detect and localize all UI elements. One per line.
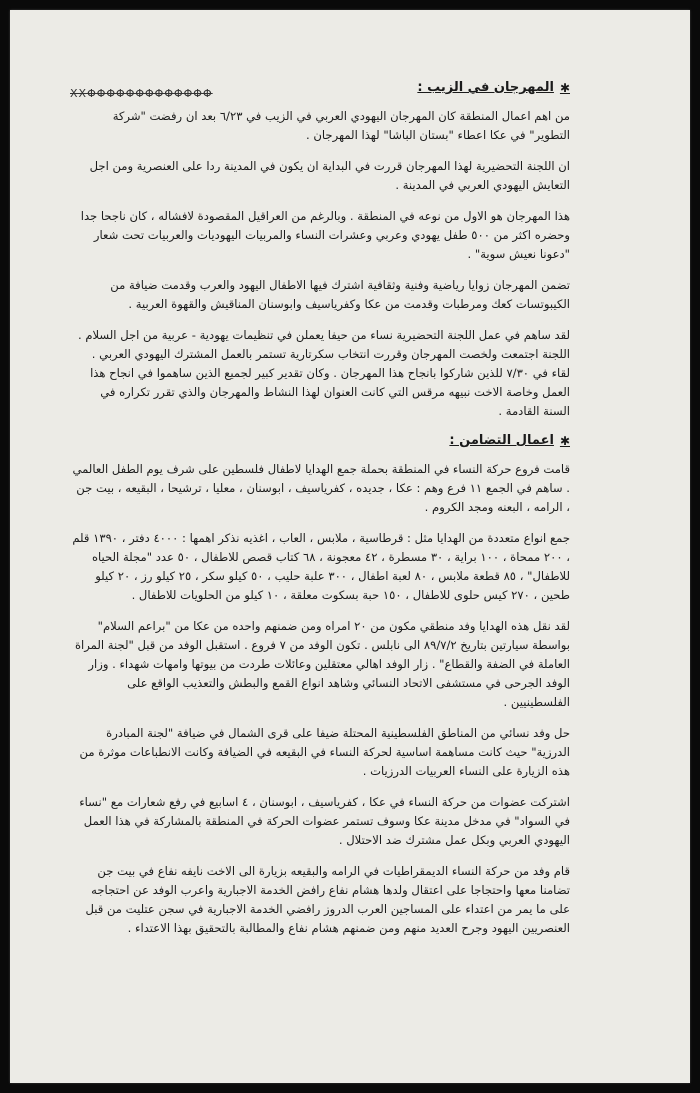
paragraph: من اهم اعمال المنطقة كان المهرجان اليهودي العربي في الزيب في ٦/٢٣ بعد ان رفضت "شركة التطوير" في عكا اعطاء "بستان الباشا" لهذا المهرجان . <box>112 109 570 142</box>
document-page <box>10 10 690 1083</box>
section-festival-header <box>70 80 570 107</box>
paragraph: جمع انواع متعددة من الهدايا مثل : قرطاسية ، ملابس ، العاب ، اغذيه نذكر اهمها : ٤٠٠٠ دفتر ، ١٣٩٠ قلم ، ٢٠٠ ممحاة ، ١٠٠ براية ، ٣٠ مسطرة ، ٤٢ معجونة ، ٦٨ كتاب قصص للاطفال ، ٥٠ عدد "مجلة الحياه للاطفال" ، ٨٥ قطعة ملابس ، ٨٠ لعبة اطفال ، ٣٠٠ علبة حليب ، ٥٠ كيلو سكر ، ٢٥ كيلو رز ، ٢٠ كيلو طحين ، ٢٧٠ كيس حلوى للاطفال ، ١٥٠ حبة بسكوت معلقة ، ١٠ كيلو من الحلويات للاطفال . <box>72 531 570 602</box>
section-heading-solidarity <box>70 433 570 448</box>
asterisk-bullet-icon: ✱ <box>559 80 570 95</box>
struck-out-text: ΧΧΦΦΦΦΦΦΦΦΦΦΦΦΦ <box>70 87 213 100</box>
section-heading-festival <box>417 80 570 95</box>
paragraph: لقد نقل هذه الهدايا وفد منطقي مكون من ٢٠ امراه ومن ضمنهم واحده من عكا من "براعم السلام" بواسطة سيارتين بتاريخ ٨٩/٧/٢ الى نابلس . تكون الوفد من ٧ فروع . استقبل الوفد من قبل "لجنة المراة العاملة في الضفة والقطاع" . زار الوفد اهالي معتقلين وعائلات طردت من بيوتها وامهات شهداء . وزار الوفد الجرحى في مستشفى الاتحاد النسائي وشاهد انواع القمع والبطش والتعذيب الواقع على الفلسطينيين . <box>74 619 570 709</box>
paragraph: تضمن المهرجان زوايا رياضية وفنية وثقافية اشترك فيها الاطفال اليهود والعرب وقدمت ضيافة من الكيبوتسات كعك ومرطبات وقدمت من عكا وكفرياسيف وابوسنان المناقيش والقهوة العربية . <box>110 278 570 311</box>
paragraph: حل وفد نسائي من المناطق الفلسطينية المحتلة ضيفا على قرى الشمال في ضيافة "لجنة المبادرة الدرزية" حيث كانت مساهمة اساسية لحركة النساء في البقيعه في الضيافة وكانت الانطباعات موثرة من هذه الزيارة على النساء العربيات الدرزيات . <box>79 726 570 778</box>
section-heading-text: اعمال التضامن : <box>449 433 554 448</box>
paragraph: اشتركت عضوات من حركة النساء في عكا ، كفرياسيف ، ابوسنان ، ٤ اسابيع في رفع شعارات مع "نساء في السواد" في مدخل مدينة عكا وسوف تستمر عضوات الحركة في المنطقة بالمشاركة في هذا العمل اليهودي العربي وبكل عمل مشترك ضد الاحتلال . <box>79 795 570 847</box>
asterisk-bullet-icon: ✱ <box>559 433 570 448</box>
paragraph: قامت فروع حركة النساء في المنطقة بحملة جمع الهدايا لاطفال فلسطين على شرف يوم الطفل العالمي . ساهم في الجمع ١١ فرع وهم : عكا ، جديده ، كفرياسيف ، ابوسنان ، معليا ، ترشيحا ، البقيعه ، بيت جن ، الرامه ، البعنه ومجد الكروم . <box>72 462 570 514</box>
paragraph: لقد ساهم في عمل اللجنة التحضيرية نساء من حيفا يعملن في تنظيمات يهودية - عربية من اجل السلام . اللجنة اجتمعت ولخصت المهرجان وقررت انتخاب سكرتارية تستمر بالعمل المشترك اليهودي العربي . لقاء في ٧/٣٠ للذين شاركوا بانجاح هذا المهرجان . وكان تقدير كبير لجميع الذين ساهموا في انجاح هذا العمل وخاصة الاخت نبيهه مرقس التي كانت العنوان لهذا النشاط والمهرجان والذي تقرر تكراره في السنة القادمة . <box>77 328 570 418</box>
paragraph: هذا المهرجان هو الاول من نوعه في المنطقة . وبالرغم من العراقيل المقصودة لافشاله ، كان ناجحا جدا وحضره اكثر من ٥٠٠ طفل يهودي وعربي وعشرات النساء والمربيات اليهوديات والعربيات تحت شعار "دعونا نعيش سوية" . <box>80 209 570 261</box>
paragraph: قام وفد من حركة النساء الديمقراطيات في الرامه والبقيعه بزيارة الى الاخت نايفه نفاع في بيت جن تضامنا معها واحتجاجا على اعتقال ولدها هشام نفاع رافض الخدمة الاجبارية واعرب الوفد عن احتجاجه على ما يمر من اعتداء على المساجين العرب الدروز رافضي الخدمة الاجبارية في سجن عتليت من قبل العنصريين اليهود وجرح العديد منهم ومن ضمنهم هشام نفاع والمطالبة بالتحقيق بهذا الاعتداء . <box>85 864 570 935</box>
paragraph: ان اللجنة التحضيرية لهذا المهرجان قررت في البداية ان يكون في المدينة ردا على العنصرية ومن اجل التعايش اليهودي العربي في المدينة . <box>89 159 570 192</box>
section-heading-text: المهرجان في الزيب : <box>417 80 554 95</box>
document-body <box>70 80 570 950</box>
